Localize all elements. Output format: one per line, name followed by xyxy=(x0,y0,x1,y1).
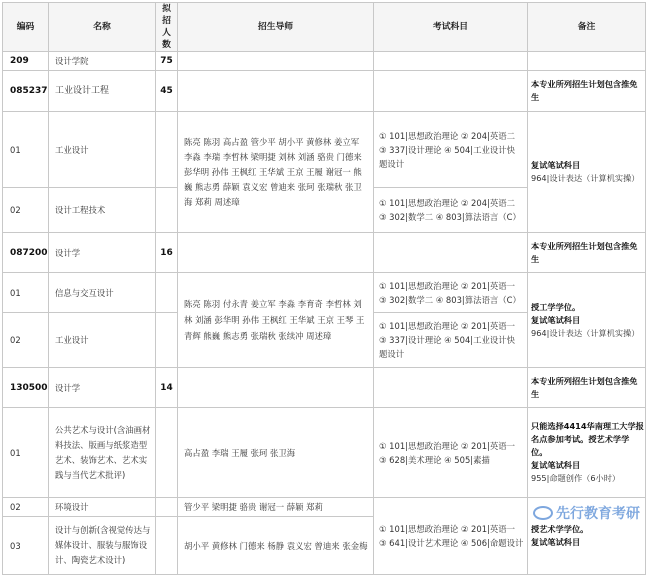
table-row xyxy=(3,112,646,188)
row-quota: 75 xyxy=(156,52,178,71)
row-note: 本专业所列招生计划包含推免生 xyxy=(528,233,646,273)
exam-subjects xyxy=(374,188,528,233)
row-quota: 14 xyxy=(156,368,178,408)
table-row xyxy=(3,368,646,408)
row-code: 01 xyxy=(3,408,49,498)
row-note: 授工学学位。 复试笔试科目 964|设计表达（计算机实操） xyxy=(528,273,646,368)
exam-line: ③ 302|数学二 ④ 803|算法语言（C） xyxy=(379,293,524,307)
exam-line: ③ 337|设计理论 ④ 504|工业设计快 xyxy=(379,333,524,347)
table-row xyxy=(3,233,646,273)
exam-line: ① 101|思想政治理论 ② 201|英语一 xyxy=(379,522,524,536)
header-exam: 考试科目 xyxy=(374,3,528,52)
header-code: 编码 xyxy=(3,3,49,52)
row-code: 130500 xyxy=(3,368,49,408)
row-note: 复试笔试科目 964|设计表达（计算机实操） xyxy=(528,112,646,233)
tutor-list: 陈亮 陈羽 高占盈 管少平 胡小平 黄修林 姜立军 李淼 李瑞 李哲林 梁明捷 刘林 刘涵 骆贵 门德来 彭华明 孙伟 王枫红 王华斌 王京 王履 谢冠一 熊巍 熊志勇 薛颖 袁义宏 曾迪来 张珂 张瑞秋 张卫海 郑莉 周述璋 xyxy=(178,112,374,233)
row-note: 只能选择4414华南理工大学报名点参加考试。授艺术学学位。 复试笔试科目 955|命题创作（6小时） xyxy=(528,408,646,498)
row-name: 设计学 xyxy=(49,368,156,408)
row-code: 087200 xyxy=(3,233,49,273)
exam-subjects xyxy=(374,112,528,188)
header-note: 备注 xyxy=(528,3,646,52)
row-name: 工业设计 xyxy=(49,313,156,368)
tutor-list: 高占盈 李瑞 王履 张珂 张卫海 xyxy=(178,408,374,498)
table-row xyxy=(3,408,646,498)
row-note: 授艺术学学位。 复试笔试科目 xyxy=(528,498,646,575)
table-row xyxy=(3,71,646,112)
row-quota: 45 xyxy=(156,71,178,112)
row-quota: 16 xyxy=(156,233,178,273)
row-name: 环境设计 xyxy=(49,498,156,517)
tutor-list: 陈亮 陈羽 付永青 姜立军 李淼 李育奇 李哲林 刘林 刘涵 彭华明 孙伟 王枫红 王华斌 王京 王琴 王青辉 熊巍 熊志勇 张瑞秋 张续冲 周述璋 xyxy=(178,273,374,368)
row-name: 工业设计 xyxy=(49,112,156,188)
header-name: 名称 xyxy=(49,3,156,52)
exam-subjects xyxy=(374,313,528,368)
row-name: 设计工程技术 xyxy=(49,188,156,233)
row-name: 公共艺术与设计(含油画材料技法、版画与纸浆造型艺术、装饰艺术、艺术实践与当代艺术批评) xyxy=(49,408,156,498)
row-code: 03 xyxy=(3,517,49,575)
row-name: 设计与创新(含视觉传达与媒体设计、服装与服饰设计、陶瓷艺术设计) xyxy=(49,517,156,575)
row-note: 本专业所列招生计划包含推免生 xyxy=(528,71,646,112)
row-code: 01 xyxy=(3,112,49,188)
exam-line: ③ 641|设计艺术理论 ④ 506|命题设计 xyxy=(379,536,524,550)
header-row xyxy=(3,3,646,52)
enrollment-table xyxy=(2,2,646,575)
logo-icon xyxy=(533,506,553,520)
row-name: 信息与交互设计 xyxy=(49,273,156,313)
exam-subjects xyxy=(374,408,528,498)
table-row xyxy=(3,52,646,71)
exam-line: 题设计 xyxy=(379,157,524,171)
row-code: 02 xyxy=(3,188,49,233)
exam-line: ③ 337|设计理论 ④ 504|工业设计快 xyxy=(379,143,524,157)
row-name: 工业设计工程 xyxy=(49,71,156,112)
tutor-list: 胡小平 黄修林 门德来 杨静 袁义宏 曾迪来 张金梅 xyxy=(178,517,374,575)
exam-subjects xyxy=(374,498,528,575)
exam-line: 题设计 xyxy=(379,347,524,361)
row-code: 01 xyxy=(3,273,49,313)
exam-line: ③ 302|数学二 ④ 803|算法语言（C） xyxy=(379,210,524,224)
row-code: 209 xyxy=(3,52,49,71)
row-code: 02 xyxy=(3,498,49,517)
tutor-list: 管少平 梁明捷 骆贵 谢冠一 薛颖 郑莉 xyxy=(178,498,374,517)
table-row xyxy=(3,273,646,313)
row-name: 设计学院 xyxy=(49,52,156,71)
exam-subjects xyxy=(374,273,528,313)
row-note: 本专业所列招生计划包含推免生 xyxy=(528,368,646,408)
header-tutors: 招生导师 xyxy=(178,3,374,52)
exam-line: ① 101|思想政治理论 ② 201|英语一 xyxy=(379,279,524,293)
row-name: 设计学 xyxy=(49,233,156,273)
exam-line: ① 101|思想政治理论 ② 201|英语一 xyxy=(379,319,524,333)
exam-line: ① 101|思想政治理论 ② 204|英语二 xyxy=(379,129,524,143)
exam-line: ① 101|思想政治理论 ② 204|英语二 xyxy=(379,196,524,210)
exam-line: ③ 628|美术理论 ④ 505|素描 xyxy=(379,453,524,467)
watermark-text: 先行教育考研 xyxy=(556,503,640,523)
row-code: 02 xyxy=(3,313,49,368)
exam-line: ① 101|思想政治理论 ② 201|英语一 xyxy=(379,439,524,453)
watermark-logo xyxy=(533,503,640,523)
header-quota: 拟招人数 xyxy=(156,3,178,52)
row-code: 085237 xyxy=(3,71,49,112)
